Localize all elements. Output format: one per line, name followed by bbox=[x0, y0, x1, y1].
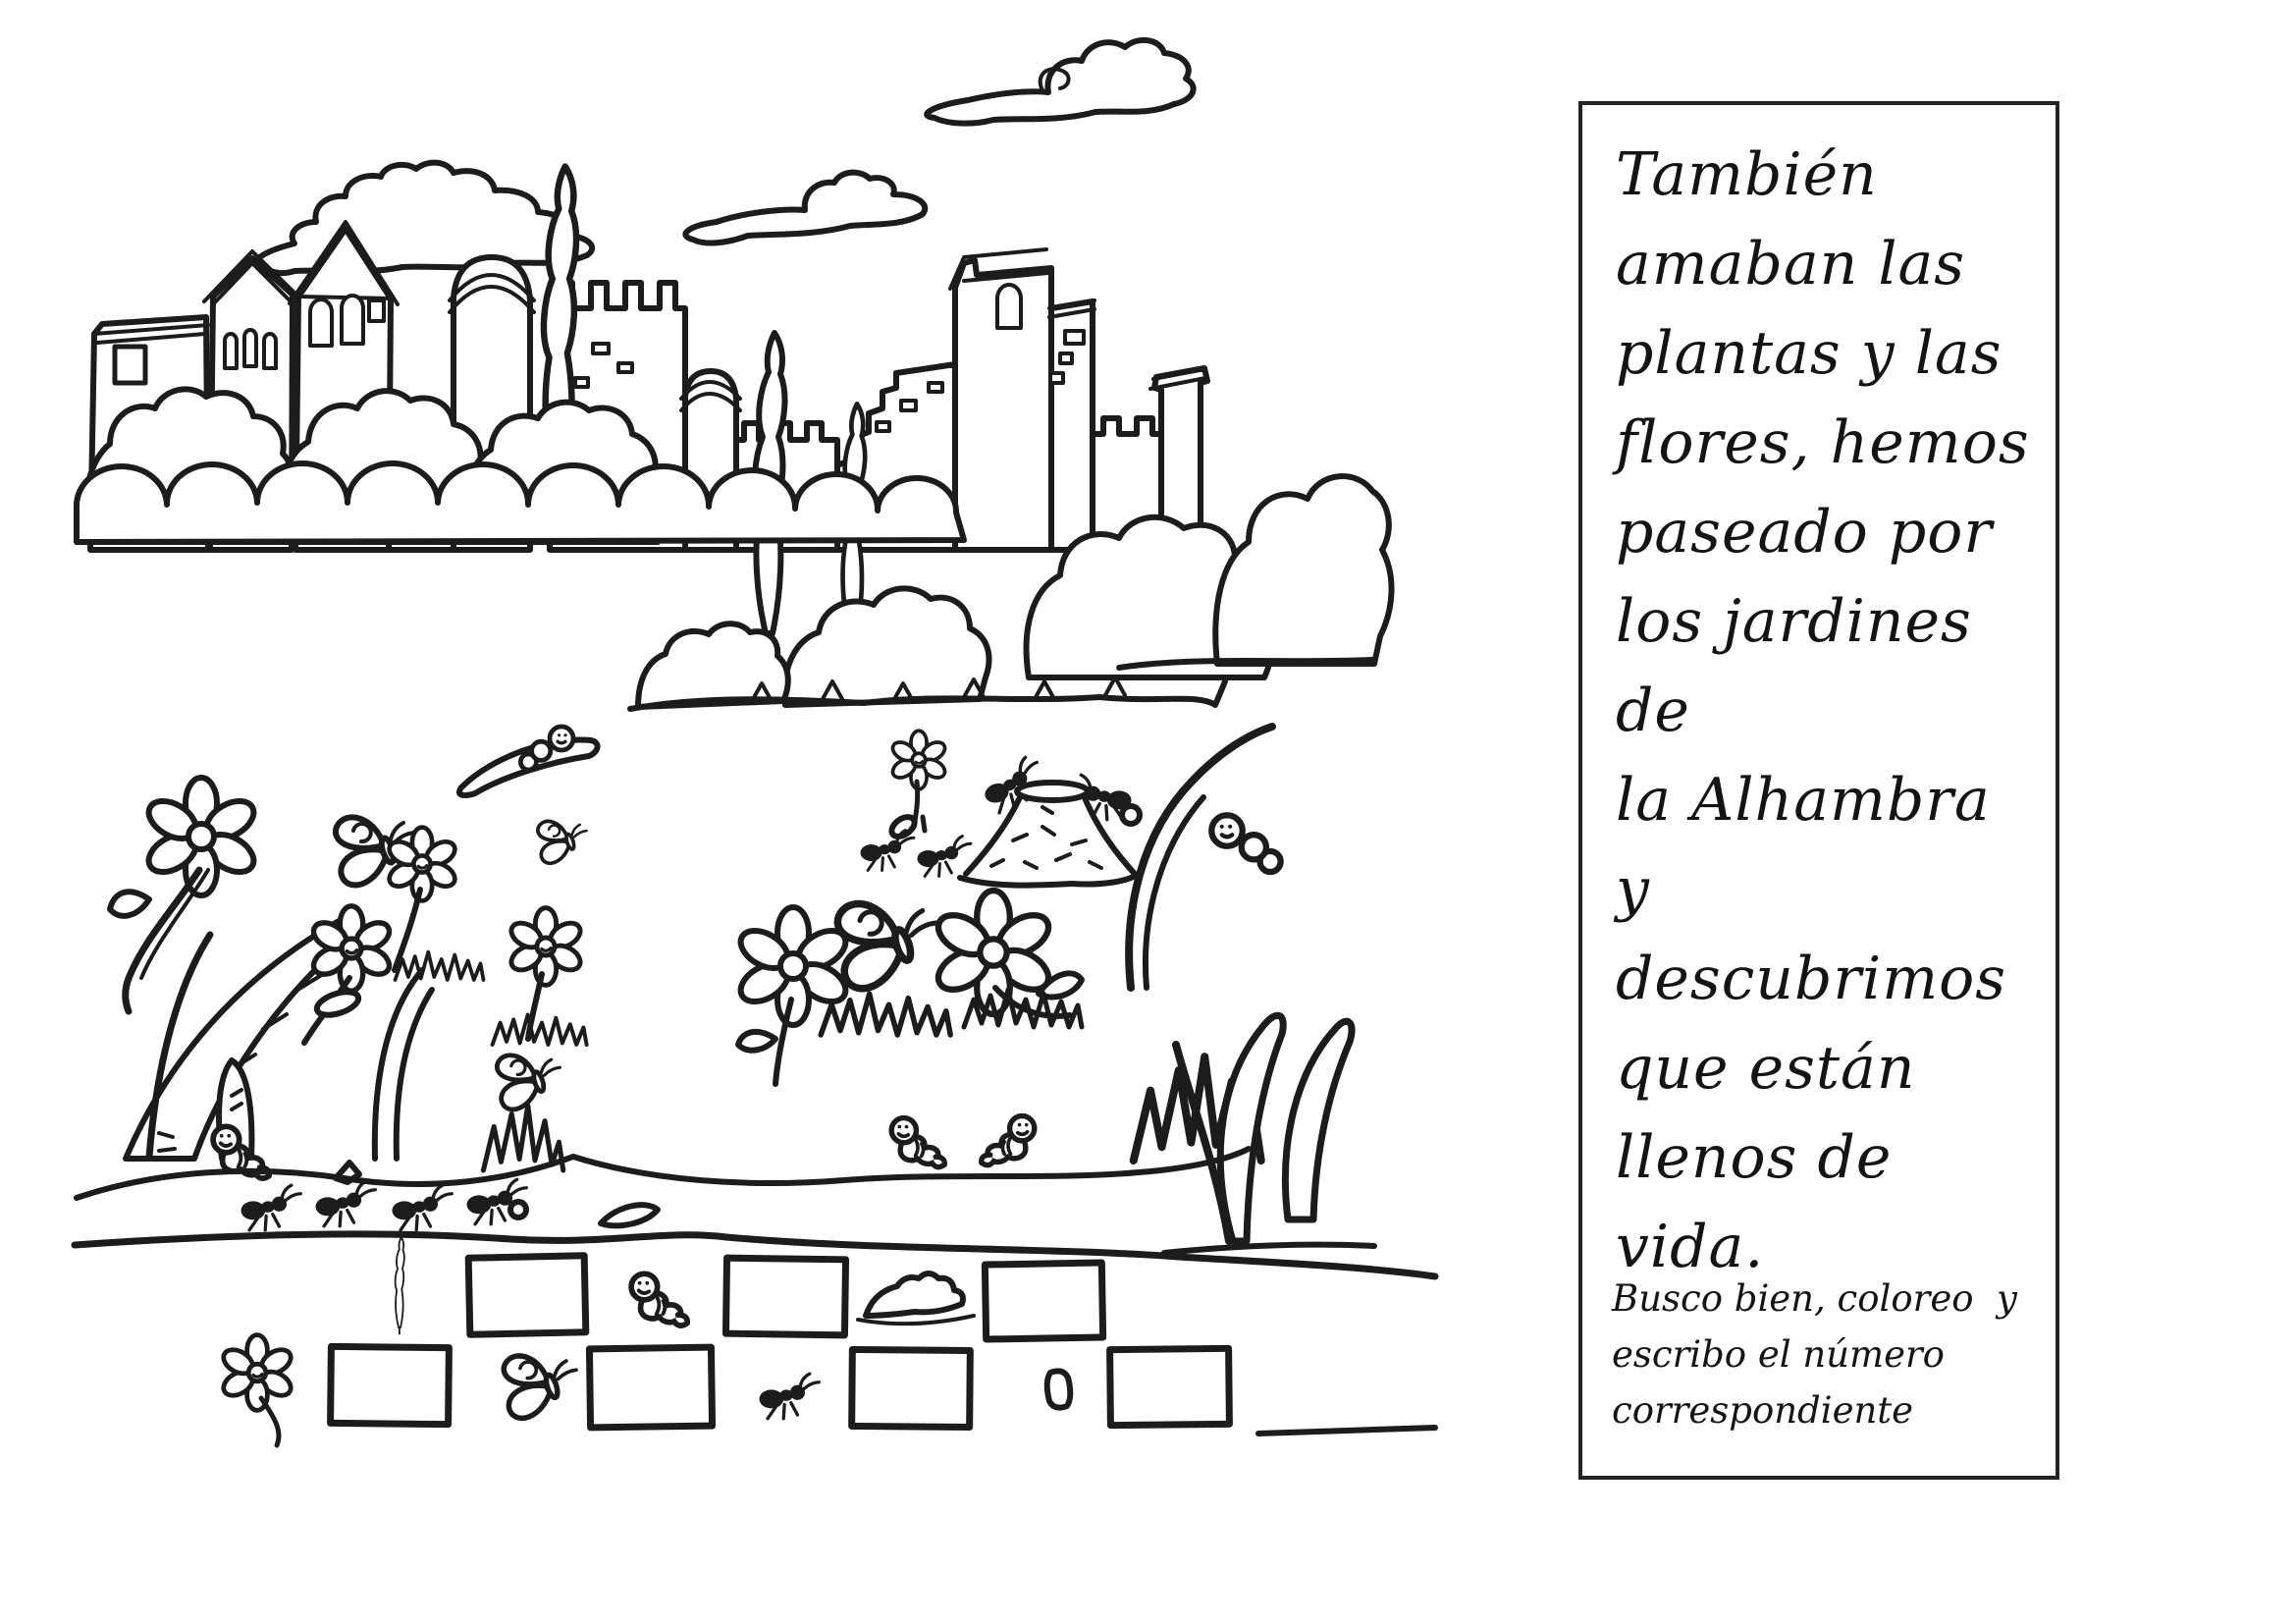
plant-leaf bbox=[1220, 1015, 1283, 1241]
answer-box[interactable] bbox=[1110, 1348, 1230, 1425]
anthill-icon bbox=[858, 1273, 974, 1324]
worm-icon bbox=[631, 1273, 687, 1326]
leaf-icon bbox=[738, 1032, 775, 1051]
cloud-icon bbox=[927, 40, 1193, 124]
answer-box[interactable] bbox=[985, 1263, 1102, 1339]
flower-icon bbox=[507, 908, 585, 986]
ant-icon bbox=[393, 1185, 453, 1230]
butterfly-icon bbox=[538, 821, 587, 863]
story-line: amaban las bbox=[1616, 230, 1966, 298]
butterfly-icon bbox=[497, 1056, 560, 1110]
story-line: plantas y las bbox=[1616, 319, 2002, 388]
ant-icon bbox=[316, 1181, 376, 1226]
worm-icon bbox=[982, 1116, 1035, 1165]
story-line: llenos de vida. bbox=[1616, 1123, 1912, 1281]
bush bbox=[784, 588, 988, 705]
cloud-icon bbox=[256, 163, 592, 273]
leaf-icon bbox=[110, 892, 149, 916]
alhambra-castle bbox=[90, 167, 1207, 656]
instruction-text bbox=[1612, 1271, 2042, 1438]
counting-activity bbox=[220, 1237, 1230, 1445]
story-line: También bbox=[1616, 140, 1878, 209]
ant-icon bbox=[918, 837, 971, 877]
caterpillar-icon bbox=[1211, 815, 1280, 872]
leaf-icon bbox=[314, 988, 361, 1020]
ant-icon bbox=[760, 1374, 820, 1419]
answer-box[interactable] bbox=[331, 1346, 450, 1424]
story-line: la Alhambra bbox=[1616, 766, 1991, 835]
answer-box[interactable] bbox=[468, 1256, 586, 1334]
butterfly-icon bbox=[837, 904, 935, 989]
chrysalis-icon bbox=[1047, 1371, 1071, 1407]
leaf-icon bbox=[601, 1205, 658, 1225]
castle-window bbox=[115, 347, 145, 383]
instruction-line: escribo el número bbox=[1612, 1333, 1945, 1376]
cypress-tree-icon bbox=[396, 1237, 404, 1333]
answer-box[interactable] bbox=[589, 1347, 712, 1428]
bush bbox=[638, 623, 788, 707]
worm-icon bbox=[891, 1118, 944, 1167]
castle-arched-window bbox=[997, 285, 1021, 328]
story-line: flores, hemos bbox=[1616, 408, 2030, 477]
answer-box[interactable] bbox=[852, 1349, 971, 1427]
instruction-line: Busco bien, coloreo y bbox=[1612, 1277, 2017, 1320]
instruction-line: correspondiente bbox=[1612, 1389, 1914, 1432]
grass-icon bbox=[493, 1015, 587, 1045]
story-line: los jardines de bbox=[1616, 587, 1992, 745]
butterfly-icon bbox=[504, 1356, 576, 1418]
crumb bbox=[510, 1202, 526, 1218]
flower-icon bbox=[220, 1335, 295, 1411]
story-line: y descubrimos bbox=[1616, 855, 2007, 1013]
text-panel bbox=[1578, 101, 2059, 1480]
bush bbox=[1215, 476, 1391, 664]
cloud-icon bbox=[685, 173, 925, 244]
sky bbox=[256, 40, 1194, 273]
grass-icon bbox=[483, 1106, 562, 1170]
answer-box[interactable] bbox=[725, 1258, 845, 1335]
crumb bbox=[1122, 806, 1140, 824]
garden bbox=[110, 727, 1352, 1241]
story-line: que están bbox=[1616, 1034, 1916, 1103]
ant-icon bbox=[241, 1185, 301, 1230]
grass-icon bbox=[396, 952, 484, 981]
story-line: paseado por bbox=[1616, 498, 1994, 567]
story-text bbox=[1616, 131, 2040, 1292]
plant-leaf bbox=[1285, 1021, 1352, 1219]
